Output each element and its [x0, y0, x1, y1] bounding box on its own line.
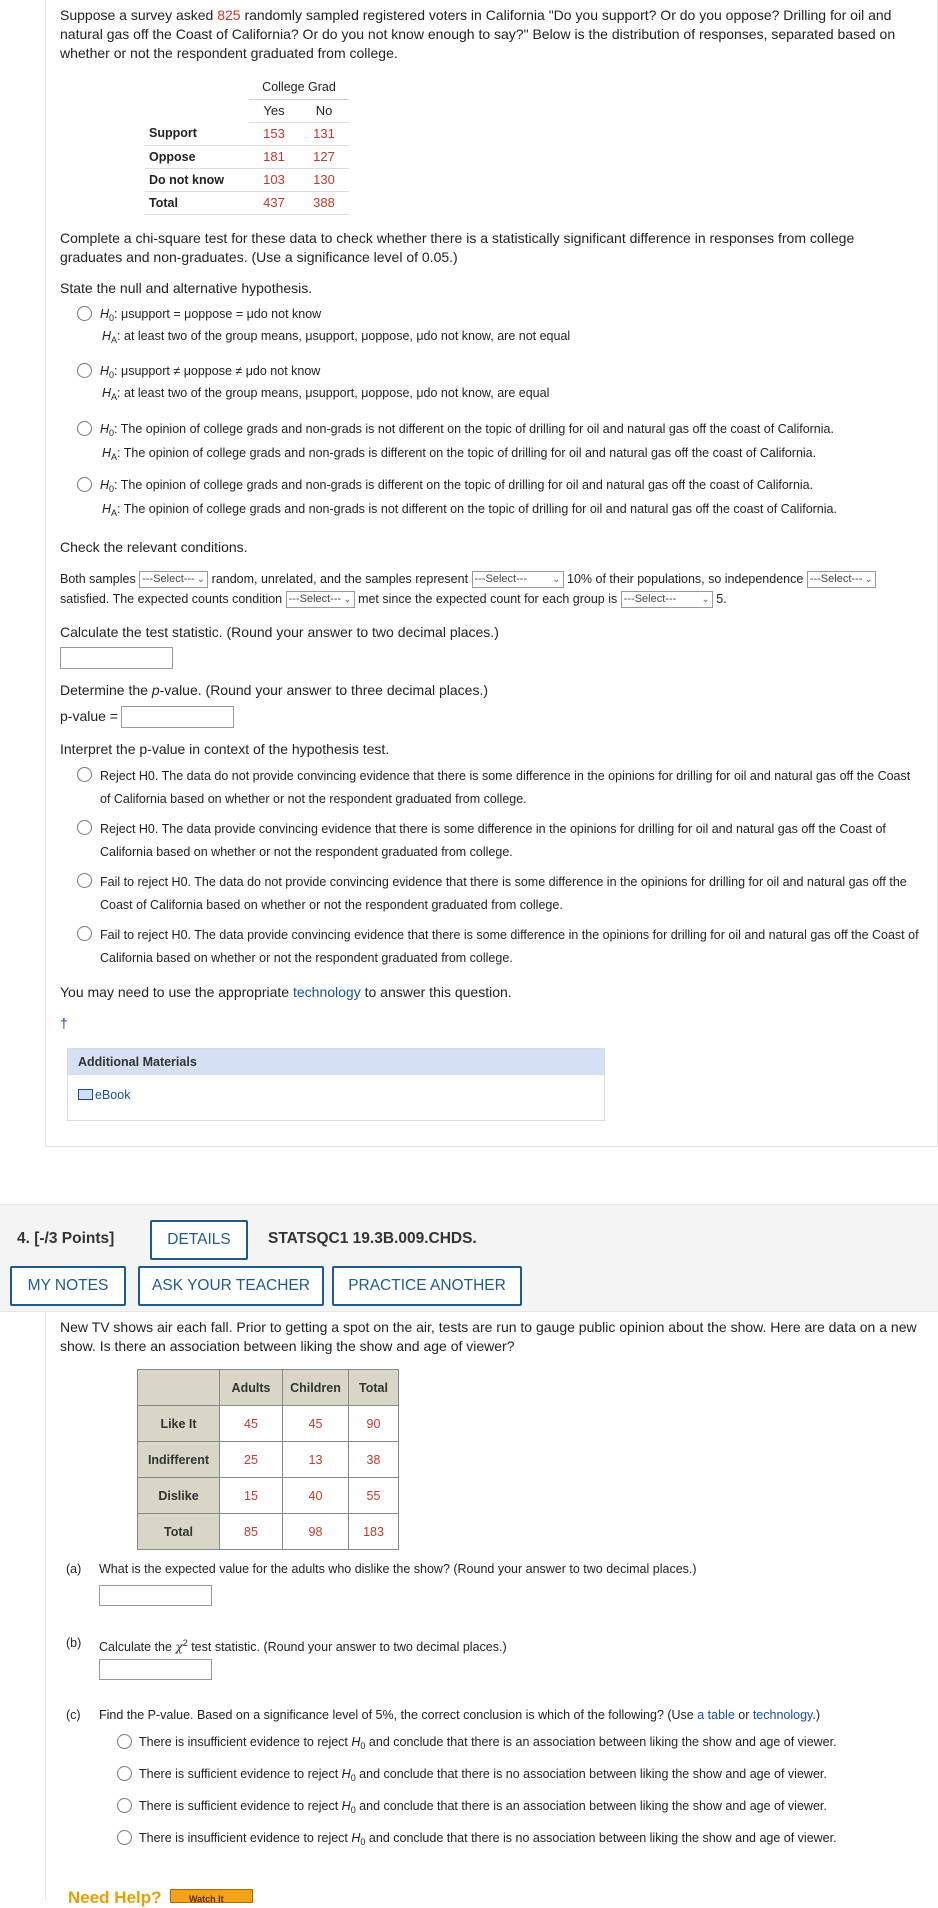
- q3-intro-post: randomly sampled registered voters in California "Do you support? Or do you oppose? Drilling for oil and natural gas off the Coast of California? Or do you not know enough to say?" Below is the distribution of responses, separated based on whether or not the respondent graduated from college.: [60, 7, 896, 61]
- table-cell: 388: [299, 191, 349, 214]
- hyp-option-2-h0: $H_0$: μsupport ≠ μoppose ≠ μdo not know: [100, 364, 321, 380]
- technology-note: [60, 983, 512, 1002]
- stat-text: Calculate the test statistic. (Round your answer to two decimal places.): [60, 624, 499, 640]
- select-expected-counts[interactable]: [286, 591, 355, 608]
- interp-option-3-radio[interactable]: [77, 873, 92, 888]
- hyp-option-4-radio[interactable]: [77, 477, 92, 492]
- part-b-text: [99, 1634, 507, 1656]
- row-label-indifferent: Indifferent: [138, 1442, 220, 1478]
- col-header-no: No: [299, 99, 349, 122]
- interp-option-1-radio[interactable]: [77, 767, 92, 782]
- col-header-children: Children: [283, 1370, 349, 1406]
- pvalue-text: [60, 681, 488, 700]
- part-b-label: (b): [66, 1636, 82, 1650]
- table-cell: 131: [299, 122, 349, 145]
- table-cell: 55: [349, 1478, 399, 1514]
- tech-note-pre: You may need to use the appropriate: [60, 984, 293, 1000]
- hyp-option-2-ha-text: at least two of the group means, μsupport, μoppose, μdo not know, are equal: [124, 386, 550, 400]
- pvalue-text-a: Determine the: [60, 682, 152, 698]
- hyp-option-1-h0: $H_0$: μsupport = μoppose = μdo not know: [100, 307, 322, 323]
- conclusion-option-4-post: and conclude that there is no association between liking the show and age of viewer.: [365, 1831, 837, 1845]
- conclusion-option-1-pre: There is insufficient evidence to reject: [139, 1735, 352, 1749]
- table-cell: 45: [283, 1406, 349, 1442]
- conclusion-option-2-post: and conclude that there is no association between liking the show and age of viewer.: [355, 1767, 827, 1781]
- row-label-support: Support: [145, 122, 249, 145]
- hyp-option-2-ha: $H_A$: at least two of the group means, μsupport, μoppose, μdo not know, are equal: [102, 386, 550, 402]
- interp-option-2-text: The data provide convincing evidence that there is some difference in the opinions for drilling for oil and natural gas off the Coast of California based on whether or not the respondent graduated from college.: [100, 822, 886, 859]
- details-button[interactable]: DETAILS: [150, 1220, 248, 1260]
- q4-points: 4. [-/3 Points]: [17, 1230, 115, 1247]
- chevron-down-icon: ⌄: [701, 594, 710, 606]
- conclusion-option-3-pre: There is sufficient evidence to reject: [139, 1799, 342, 1813]
- row-label-like-it: Like It: [138, 1406, 220, 1442]
- interp-option-2: [100, 818, 925, 864]
- table-cell: 183: [349, 1514, 399, 1550]
- conclusion-option-2-pre: There is sufficient evidence to reject: [139, 1767, 342, 1781]
- additional-materials-header: Additional Materials: [68, 1049, 604, 1075]
- hyp-option-2-radio[interactable]: [77, 363, 92, 378]
- table-cell: 85: [220, 1514, 283, 1550]
- select-expected-counts-value: ---Select---: [288, 593, 342, 606]
- part-c-text-pre: Find the P-value. Based on a significance level of 5%, the correct conclusion is which of the following? (Use: [99, 1708, 698, 1722]
- interp-text: Interpret the p-value in context of the hypothesis test.: [60, 741, 390, 757]
- select-population-value: ---Select---: [474, 573, 528, 586]
- technology-link[interactable]: technology: [292, 984, 361, 1000]
- chevron-down-icon: ⌄: [196, 574, 206, 586]
- interp-option-4-text: The data provide convincing evidence that there is some difference in the opinions for drilling for oil and natural gas off the Coast of California based on whether or not the respondent graduated from college.: [100, 928, 919, 965]
- table-cell: 130: [299, 168, 349, 191]
- table-row: [145, 191, 349, 214]
- conclusion-option-2-radio[interactable]: [117, 1766, 132, 1781]
- table-row: [145, 168, 349, 191]
- interp-option-2-radio[interactable]: [77, 820, 92, 835]
- need-help-label: Need Help?: [68, 1888, 162, 1907]
- chevron-down-icon: ⌄: [343, 594, 352, 606]
- hyp-option-3-h0: $H_0$: The opinion of college grads and non-grads is not different on the topic of drilling for oil and natural gas off the coast of California.: [100, 422, 834, 438]
- hyp-option-4-ha-text: The opinion of college grads and non-grads is not different on the topic of drilling for oil and natural gas off the coast of California.: [123, 502, 837, 516]
- table-cell: 437: [249, 191, 299, 214]
- part-a-label: (a): [66, 1562, 82, 1576]
- q3-complete-text: Complete a chi-square test for these data to check whether there is a statistically significant difference in responses from college graduates and non-graduates. (Use a significance level of 0.05.): [60, 230, 855, 265]
- table-cell: 181: [249, 145, 299, 168]
- table-row: [138, 1442, 399, 1478]
- pvalue-text-b: -value. (Round your answer to three decimal places.): [159, 682, 489, 698]
- select-samples[interactable]: [139, 571, 208, 588]
- conclusion-option-3-post: and conclude that there is an association between liking the show and age of viewer.: [355, 1799, 827, 1813]
- col-header-total: Total: [349, 1370, 399, 1406]
- table-row: [145, 145, 349, 168]
- hyp-option-1-h0-text: μsupport = μoppose = μdo not know: [121, 307, 322, 321]
- cond-text-1: Both samples: [60, 572, 136, 586]
- hyp-option-3-ha: $H_A$: The opinion of college grads and non-grads is different on the topic of drilling for oil and natural gas off the coast of California.: [102, 446, 817, 462]
- hyp-option-3-radio[interactable]: [77, 421, 92, 436]
- row-label-dislike: Dislike: [138, 1478, 220, 1514]
- hyp-option-3-h0-text: The opinion of college grads and non-grads is not different on the topic of drilling for oil and natural gas off the coast of California.: [120, 422, 834, 436]
- chevron-down-icon: ⌄: [552, 574, 561, 586]
- pvalue-input[interactable]: [121, 706, 234, 728]
- conclusion-option-2: There is sufficient evidence to reject $H_0$ and conclude that there is no association between liking the show and age of viewer.: [139, 1767, 827, 1783]
- conclusion-option-1-post: and conclude that there is an association between liking the show and age of viewer.: [365, 1735, 837, 1749]
- q3-sample-size: 825: [217, 7, 241, 23]
- conditions-line-2: [60, 590, 727, 608]
- table-cell: 40: [283, 1478, 349, 1514]
- interp-option-4: [100, 924, 920, 970]
- hyp-option-1-ha: $H_A$: at least two of the group means, μsupport, μoppose, μdo not know, are not equal: [102, 329, 571, 345]
- chi-square-input[interactable]: [99, 1659, 212, 1680]
- table-cell: 90: [349, 1406, 399, 1442]
- q3-intro-pre: Suppose a survey asked: [60, 7, 218, 23]
- conclusion-option-3-radio[interactable]: [117, 1798, 132, 1813]
- conclusion-option-1-radio[interactable]: [117, 1734, 132, 1749]
- table-cell: 127: [299, 145, 349, 168]
- my-notes-button[interactable]: MY NOTES: [10, 1266, 126, 1306]
- interp-option-1-text: The data do not provide convincing evidence that there is some difference in the opinions for drilling for oil and natural gas off the Coast of California based on whether or not the respondent graduated from college.: [100, 769, 911, 806]
- table-cell: 103: [249, 168, 299, 191]
- part-a-text: What is the expected value for the adults who dislike the show? (Round your answer to two decimal places.): [99, 1562, 697, 1576]
- table-row: [138, 1514, 399, 1550]
- ebook-link[interactable]: eBook: [95, 1088, 131, 1102]
- tech-note-post: to answer this question.: [360, 984, 512, 1000]
- interp-option-3-lead: Fail to reject H0.: [100, 875, 192, 889]
- college-grad-table: [145, 76, 349, 215]
- select-independence-value: ---Select---: [809, 573, 863, 586]
- part-c-text: [99, 1706, 820, 1724]
- cond-text-2: random, unrelated, and the samples represent: [211, 572, 469, 586]
- table-row: [145, 122, 349, 145]
- part-c-text-mid: or: [734, 1708, 753, 1722]
- hyp-option-3-ha-text: The opinion of college grads and non-grads is different on the topic of drilling for oil and natural gas off the coast of California.: [123, 446, 817, 460]
- interp-option-3-text: The data do not provide convincing evidence that there is some difference in the opinions for drilling for oil and natural gas off the Coast of California based on whether or not the respondent graduated from college.: [100, 875, 907, 912]
- conclusion-option-1: There is insufficient evidence to reject $H_0$ and conclude that there is an association between liking the show and age of viewer.: [139, 1735, 837, 1751]
- table-row: [138, 1406, 399, 1442]
- row-label-total: Total: [138, 1514, 220, 1550]
- row-label-total: Total: [145, 191, 249, 214]
- q3-intro: [60, 6, 920, 63]
- part-c-text-end: .): [812, 1708, 821, 1722]
- hyp-option-4-h0: $H_0$: The opinion of college grads and non-grads is different on the topic of drilling for oil and natural gas off the coast of California.: [100, 478, 814, 494]
- dagger-mark: †: [60, 1015, 68, 1031]
- ebook-icon: [78, 1089, 93, 1100]
- tv-show-table: [137, 1369, 399, 1550]
- q4-intro: New TV shows air each fall. Prior to getting a spot on the air, tests are run to gauge public opinion about the show. Here are data on a new show. Is there an association between liking the show and age of viewer?: [60, 1319, 917, 1354]
- cond-text-3: 10% of their populations, so independence: [567, 572, 804, 586]
- interp-option-4-lead: Fail to reject H0.: [100, 928, 192, 942]
- table-cell: 153: [249, 122, 299, 145]
- cond-text-4: satisfied. The expected counts condition: [60, 592, 283, 606]
- interp-option-3: [100, 871, 915, 917]
- chi-symbol: χ: [175, 1640, 183, 1655]
- pvalue-label: p-value =: [60, 708, 118, 724]
- conclusion-option-4-pre: There is insufficient evidence to reject: [139, 1831, 352, 1845]
- part-c-label: (c): [66, 1708, 81, 1722]
- table-cell: 45: [220, 1406, 283, 1442]
- hyp-option-4-h0-text: The opinion of college grads and non-grads is different on the topic of drilling for oil and natural gas off the coast of California.: [120, 478, 814, 492]
- select-samples-value: ---Select---: [142, 573, 195, 586]
- conclusion-option-3: There is sufficient evidence to reject $H_0$ and conclude that there is an association between liking the show and age of viewer.: [139, 1799, 827, 1815]
- conditions-line-1: [60, 570, 876, 588]
- question-4-header: [0, 1204, 938, 1312]
- select-expected-comparison-value: ---Select---: [623, 593, 677, 606]
- hyp-option-1-radio[interactable]: [77, 306, 92, 321]
- watch-it-button[interactable]: [170, 1889, 253, 1903]
- select-independence[interactable]: [807, 571, 876, 588]
- cond-text-6: 5.: [716, 592, 727, 606]
- table-cell: 13: [283, 1442, 349, 1478]
- part-b-text-post: test statistic. (Round your answer to two decimal places.): [187, 1640, 507, 1655]
- table-link[interactable]: a table: [697, 1708, 735, 1722]
- chevron-down-icon: ⌄: [864, 574, 873, 586]
- q4-code: STATSQC1 19.3B.009.CHDS.: [268, 1230, 477, 1247]
- ebook-row: [68, 1075, 604, 1102]
- select-population[interactable]: [472, 571, 564, 588]
- table-cell: 38: [349, 1442, 399, 1478]
- col-header-adults: Adults: [220, 1370, 283, 1406]
- expected-value-input[interactable]: [99, 1585, 212, 1606]
- table-cell: 98: [283, 1514, 349, 1550]
- cond-text-5: met since the expected count for each group is: [358, 592, 618, 606]
- conditions-title: Check the relevant conditions.: [60, 539, 248, 555]
- row-label-do-not-know: Do not know: [145, 168, 249, 191]
- hyp-option-1-ha-text: at least two of the group means, μsupport, μoppose, μdo not know, are not equal: [124, 329, 571, 343]
- part-b-text-pre: Calculate the: [99, 1640, 176, 1655]
- interp-option-1: [100, 765, 920, 811]
- ask-teacher-button[interactable]: ASK YOUR TEACHER: [138, 1266, 324, 1306]
- table-cell: 25: [220, 1442, 283, 1478]
- practice-another-button[interactable]: PRACTICE ANOTHER: [332, 1266, 522, 1306]
- interp-option-1-lead: Reject H0.: [100, 769, 159, 783]
- select-expected-comparison[interactable]: [621, 591, 713, 608]
- chi-superscript: 2: [182, 1638, 188, 1648]
- watch-it-label: Watch It: [189, 1894, 224, 1904]
- col-header-yes: Yes: [249, 99, 299, 122]
- q3-state-text: State the null and alternative hypothesis.: [60, 280, 313, 296]
- table-row: [138, 1478, 399, 1514]
- hyp-option-2-h0-text: μsupport ≠ μoppose ≠ μdo not know: [121, 364, 321, 378]
- conclusion-option-4: There is insufficient evidence to reject $H_0$ and conclude that there is no association between liking the show and age of viewer.: [139, 1831, 837, 1847]
- interp-option-4-radio[interactable]: [77, 926, 92, 941]
- test-statistic-input[interactable]: [60, 647, 173, 669]
- pvalue-text-p: p: [151, 682, 160, 698]
- technology-link-2[interactable]: technology: [752, 1708, 813, 1722]
- additional-materials-panel: [67, 1048, 605, 1121]
- interp-option-2-lead: Reject H0.: [100, 822, 159, 836]
- table-group-header: College Grad: [249, 76, 349, 99]
- row-label-oppose: Oppose: [145, 145, 249, 168]
- hyp-option-4-ha: $H_A$: The opinion of college grads and non-grads is not different on the topic of drilling for oil and natural gas off the coast of California.: [102, 502, 837, 518]
- table-cell: 15: [220, 1478, 283, 1514]
- conclusion-option-4-radio[interactable]: [117, 1830, 132, 1845]
- table-corner: [138, 1370, 220, 1406]
